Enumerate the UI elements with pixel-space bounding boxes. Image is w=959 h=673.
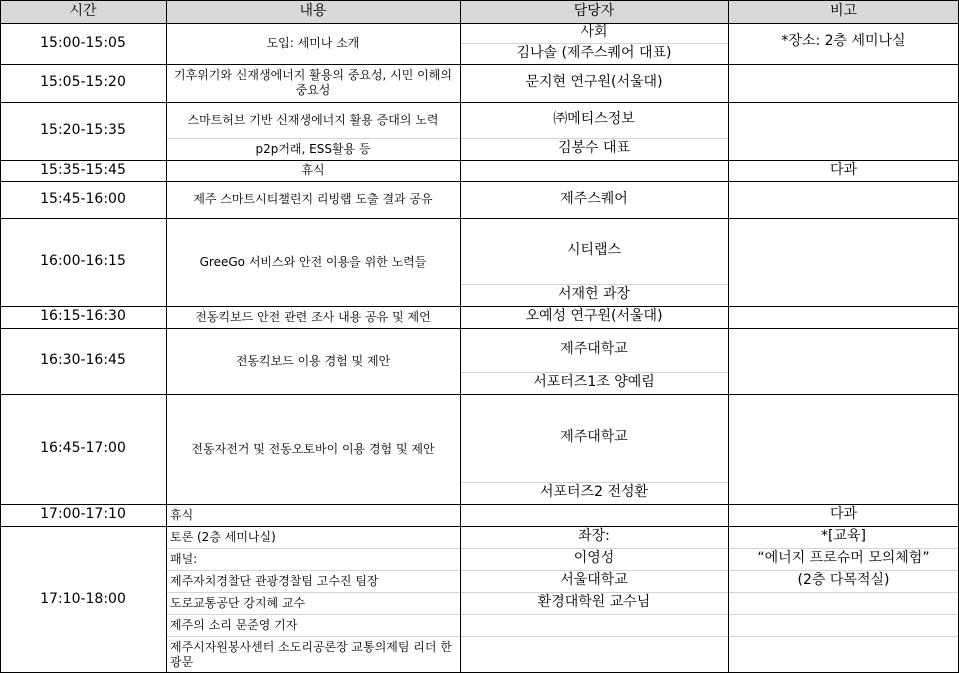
time-cell: 16:00-16:15 bbox=[40, 253, 126, 270]
note-cell bbox=[728, 102, 959, 160]
presenter-cell: ㈜메티스정보 bbox=[553, 111, 635, 128]
note-cell: (2층 다목적실) bbox=[797, 572, 890, 589]
note-cell: *장소: 2층 세미나실 bbox=[781, 33, 906, 49]
content-cell: 토론 (2층 세미나실) bbox=[170, 529, 276, 544]
grid-line bbox=[460, 0, 461, 673]
presenter-cell: 서재헌 과장 bbox=[557, 286, 631, 303]
presenter-cell: 환경대학원 교수님 bbox=[537, 594, 651, 611]
content-cell: 도입: 세미나 소개 bbox=[266, 36, 360, 50]
content-cell: 휴식 bbox=[301, 163, 325, 177]
note-cell: 다과 bbox=[829, 506, 858, 523]
note-cell: 다과 bbox=[829, 161, 858, 178]
note-cell bbox=[728, 328, 959, 394]
time-cell: 15:05-15:20 bbox=[40, 74, 126, 91]
grid-line bbox=[166, 614, 959, 615]
grid-line bbox=[166, 592, 959, 593]
content-cell: 도로교통공단 강지혜 교수 bbox=[170, 595, 306, 610]
content-cell: 전동자전거 및 전동오토바이 이용 경험 및 제안 bbox=[191, 441, 435, 456]
presenter-cell: 사회 bbox=[580, 24, 608, 41]
content-cell: 전동킥보드 안전 관련 조사 내용 공유 및 제언 bbox=[195, 309, 431, 324]
note-cell bbox=[728, 218, 959, 306]
presenter-cell bbox=[460, 504, 728, 526]
header-time: 시간 bbox=[0, 0, 166, 23]
presenter-cell: 제주대학교 bbox=[560, 429, 628, 446]
presenter-cell: 이영성 bbox=[573, 550, 615, 567]
time-cell: 17:10-18:00 bbox=[40, 590, 126, 607]
content-cell: 휴식 bbox=[170, 507, 194, 522]
note-cell bbox=[728, 306, 959, 328]
time-cell: 15:20-15:35 bbox=[40, 122, 126, 139]
grid-line bbox=[460, 284, 728, 285]
content-cell: GreeGo 서비스와 안전 이용을 위한 노력들 bbox=[199, 254, 427, 269]
grid-line bbox=[0, 218, 959, 219]
content-cell: 패널: bbox=[170, 551, 198, 566]
grid-line bbox=[0, 23, 959, 24]
grid-line bbox=[0, 0, 1, 673]
grid-line bbox=[166, 636, 959, 637]
time-cell: 16:15-16:30 bbox=[40, 308, 126, 325]
content-cell: 전동킥보드 이용 경험 및 제안 bbox=[235, 353, 391, 368]
grid-line bbox=[166, 0, 167, 673]
note-cell bbox=[728, 181, 959, 218]
grid-line bbox=[0, 306, 959, 307]
presenter-cell: 서울대학교 bbox=[560, 572, 628, 589]
grid-line bbox=[0, 0, 959, 1]
grid-line bbox=[728, 0, 729, 673]
time-cell: 15:35-15:45 bbox=[40, 161, 126, 178]
note-cell bbox=[728, 394, 959, 504]
content-cell: 제주시자원봉사센터 소도리공론장 교통의제팀 리더 한광문 bbox=[170, 639, 452, 669]
grid-line bbox=[460, 43, 728, 44]
presenter-cell: 문지현 연구원(서울대) bbox=[525, 74, 663, 91]
grid-line bbox=[166, 570, 959, 571]
content-cell: 스마트허브 기반 신재생에너지 활용 증대의 노력 bbox=[187, 112, 439, 127]
note-cell bbox=[728, 64, 959, 102]
grid-line bbox=[166, 548, 959, 549]
header-presenter: 담당자 bbox=[460, 0, 728, 23]
grid-line bbox=[460, 372, 728, 373]
header-note: 비고 bbox=[728, 0, 959, 23]
presenter-cell: 시티랩스 bbox=[566, 242, 622, 259]
content-cell: p2p거래, ESS활용 등 bbox=[255, 141, 371, 156]
grid-line bbox=[460, 482, 728, 483]
grid-line bbox=[0, 504, 959, 505]
header-content: 내용 bbox=[166, 0, 460, 23]
content-cell: 기후위기와 신재생에너지 활용의 중요성, 시민 이해의 중요성 bbox=[174, 68, 456, 97]
time-cell: 17:00-17:10 bbox=[40, 506, 126, 523]
content-cell: 제주의 소리 문준영 기자 bbox=[170, 617, 298, 632]
presenter-cell: 제주대학교 bbox=[560, 341, 628, 358]
time-cell: 15:00-15:05 bbox=[40, 34, 126, 51]
content-cell: 제주 스마트시티챌린지 리빙랩 도출 결과 공유 bbox=[193, 192, 433, 206]
note-cell: *[교육] bbox=[821, 528, 866, 545]
grid-line bbox=[0, 181, 959, 182]
presenter-cell: 김나솔 (제주스퀘어 대표) bbox=[516, 44, 672, 61]
presenter-cell: 좌장: bbox=[578, 528, 610, 545]
presenter-cell: 오예성 연구원(서울대) bbox=[525, 308, 663, 325]
grid-line bbox=[0, 102, 959, 103]
time-cell: 16:30-16:45 bbox=[40, 352, 126, 369]
note-cell: “에너지 프로슈머 모의체험” bbox=[757, 550, 930, 567]
grid-line bbox=[0, 394, 959, 395]
grid-line bbox=[0, 160, 959, 161]
grid-line bbox=[166, 138, 728, 139]
time-cell: 16:45-17:00 bbox=[40, 440, 126, 457]
presenter-cell bbox=[460, 160, 728, 181]
presenter-cell: 서포터즈2 전성환 bbox=[539, 484, 649, 501]
presenter-cell: 김봉수 대표 bbox=[557, 140, 631, 157]
time-cell: 15:45-16:00 bbox=[40, 190, 126, 207]
grid-line bbox=[0, 64, 959, 65]
grid-line bbox=[0, 526, 959, 527]
content-cell: 제주자치경찰단 관광경찰팀 고수진 팀장 bbox=[170, 573, 379, 588]
presenter-cell: 제주스퀘어 bbox=[560, 190, 628, 207]
grid-line bbox=[0, 328, 959, 329]
presenter-cell: 서포터즈1조 양예림 bbox=[533, 374, 655, 391]
